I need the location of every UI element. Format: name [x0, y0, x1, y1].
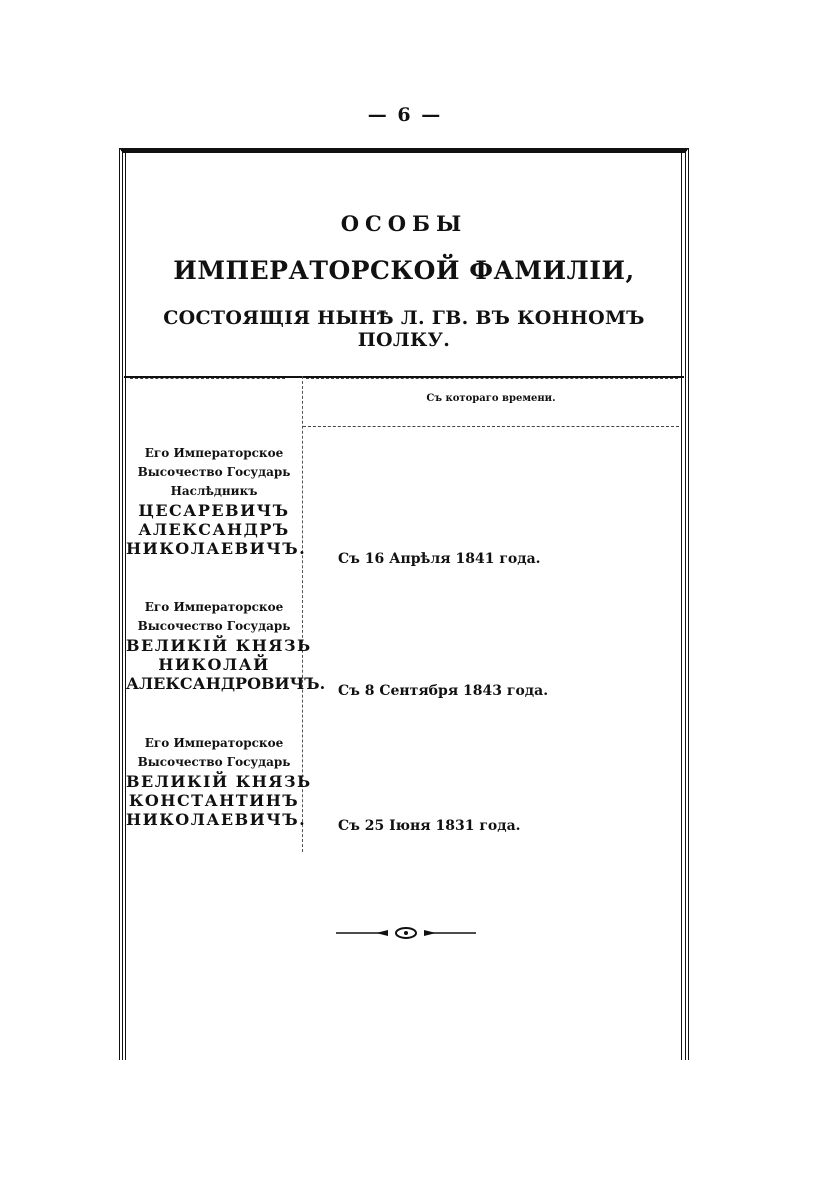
entry-date: Съ 16 Апрѣля 1841 года. — [338, 551, 541, 567]
entry-name — [126, 734, 312, 829]
entry-name — [126, 444, 307, 558]
entry-name-line: Его Императорское — [144, 600, 284, 614]
title-block — [124, 153, 684, 378]
entry-name-line: Высочество Государь — [137, 755, 291, 769]
entry-date: Съ 8 Сентября 1843 года. — [338, 683, 549, 699]
entry-name-line: КОНСТАНТИНЪ — [128, 791, 300, 810]
table-top-rule-right — [306, 378, 678, 379]
entry-name-line: Высочество Государь — [137, 619, 291, 633]
entry-name-line: Его Императорское — [144, 736, 284, 750]
title-line-1: ОСОБЫ — [340, 211, 468, 236]
entry-name-line: АЛЕКСАНДРОВИЧЪ. — [126, 674, 326, 693]
column-header: Съ котораго времени. — [426, 393, 556, 404]
entry-name — [126, 598, 326, 693]
entry-name-line: ЦЕСАРЕВИЧЪ — [138, 501, 290, 520]
entry-name-line: НИКОЛАЕВИЧЪ. — [126, 810, 307, 829]
entry-name-line: ВЕЛИКІЙ КНЯЗЬ — [126, 636, 312, 655]
entry-name-line: НИКОЛАЕВИЧЪ. — [126, 539, 307, 558]
entry-name-line: ВЕЛИКІЙ КНЯЗЬ — [126, 772, 312, 791]
entry-name-line: АЛЕКСАНДРЪ — [138, 520, 290, 539]
entry-date: Съ 25 Іюня 1831 года. — [338, 818, 521, 834]
table-top-rule-left — [130, 378, 285, 379]
page-number: — 6 — — [367, 104, 443, 126]
ornament-divider — [336, 925, 476, 941]
entry-name-line: Его Императорское — [144, 446, 284, 460]
column-header-rule — [303, 426, 679, 427]
entry-name-line: НИКОЛАЙ — [158, 655, 270, 674]
entry-name-line: Наслѣдникъ — [170, 484, 258, 498]
entry-name-line: Высочество Государь — [137, 465, 291, 479]
title-line-3: СОСТОЯЩІЯ НЫНѢ Л. ГВ. ВЪ КОННОМЪ ПОЛКУ. — [163, 307, 645, 351]
title-line-2: ИМПЕРАТОРСКОЙ ФАМИЛІИ, — [173, 256, 635, 285]
